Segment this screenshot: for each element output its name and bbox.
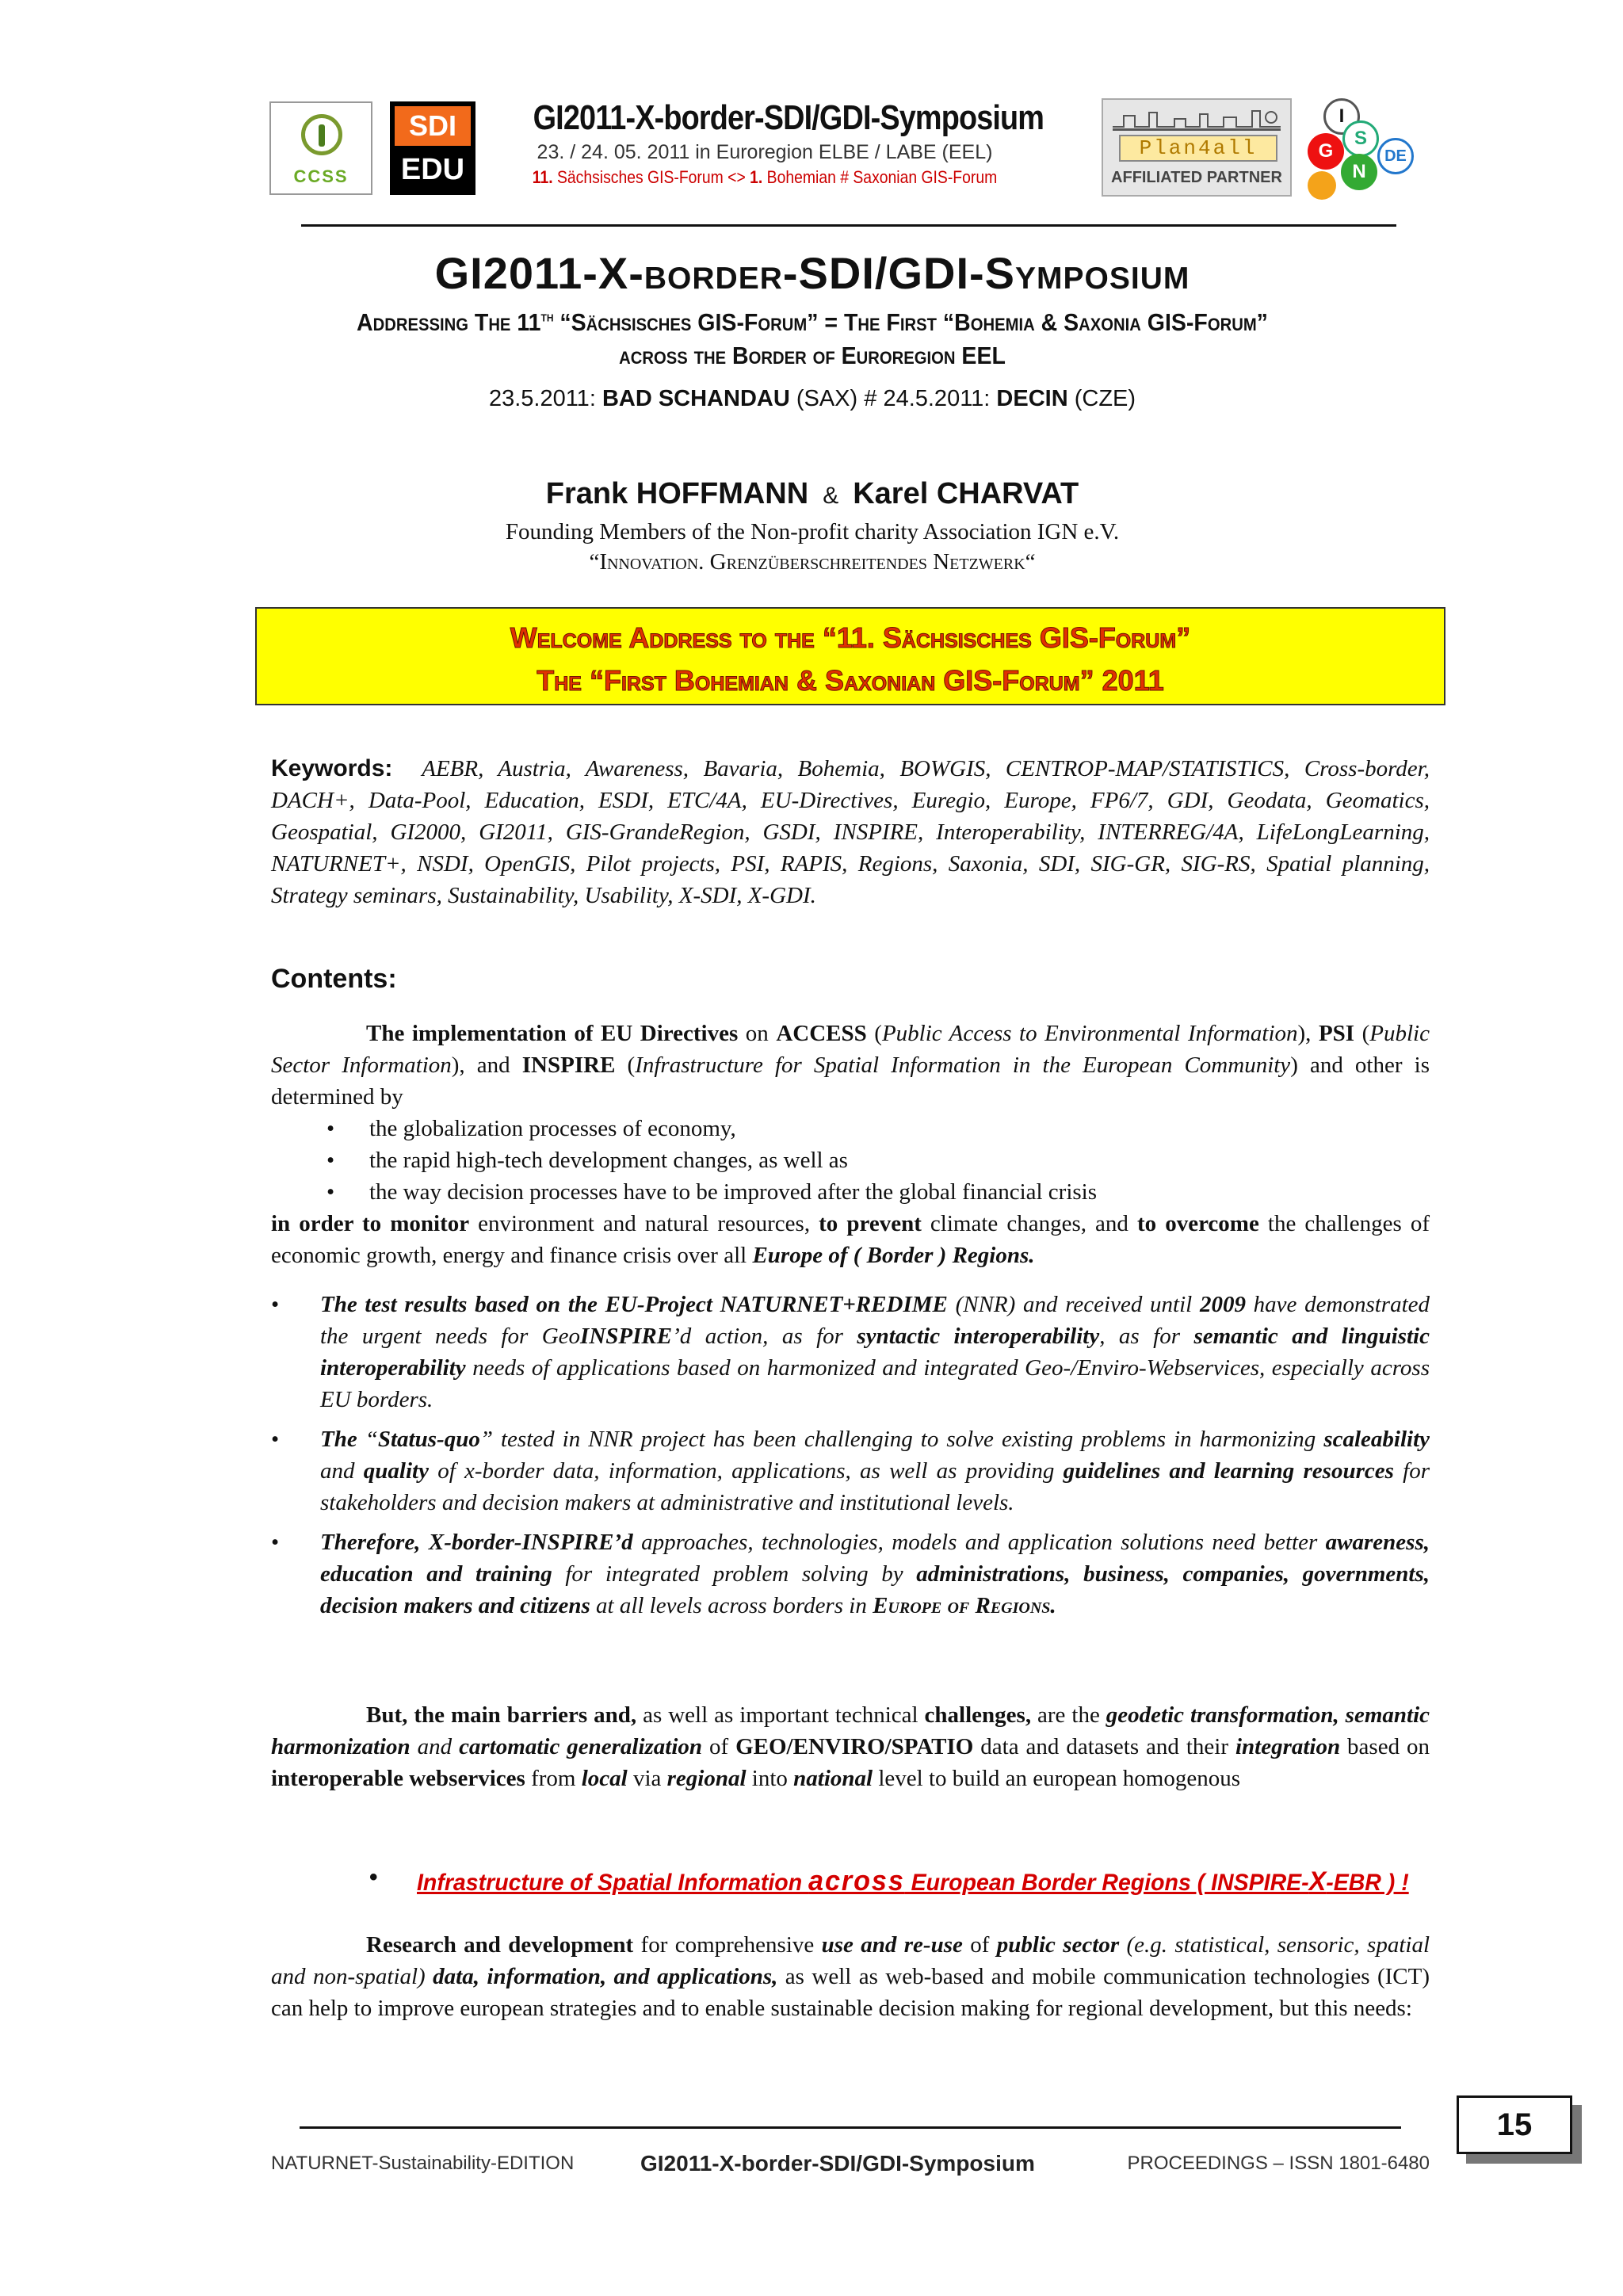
list-item <box>271 1526 1430 1622</box>
p3-f: and <box>410 1734 460 1759</box>
bb-e: scaleability <box>1323 1427 1430 1452</box>
p1-f: ), <box>1297 1021 1319 1046</box>
forum-mid: Sächsisches GIS-Forum <> <box>552 167 750 187</box>
ba-j: needs of applications based on harmonized and integrated Geo-/Enviro-Webservices, especially across EU borders. <box>320 1355 1430 1412</box>
p3-l: based on <box>1340 1734 1430 1759</box>
skyline-svg <box>1113 109 1281 128</box>
list-item: • the rapid high-tech development changes, as well as <box>271 1144 1430 1176</box>
rb-a: Infrastructure of Spatial Information <box>417 1870 809 1896</box>
p1-b: on <box>738 1021 777 1046</box>
bc-d: for integrated problem solving by <box>552 1561 917 1587</box>
ba-d: have demonstrated the urgent needs for Geo <box>320 1292 1430 1349</box>
title-block <box>238 247 1387 412</box>
forum-num-2: 1. <box>750 167 763 187</box>
p1-k: INSPIRE <box>521 1052 616 1078</box>
p2-b: environment and natural resources, <box>469 1211 819 1236</box>
p3-n: from <box>525 1766 582 1791</box>
p2-d: climate changes, and <box>921 1211 1137 1236</box>
symposium-header <box>269 95 1426 206</box>
page-number: 15 <box>1457 2095 1572 2154</box>
p1-h: ( <box>1354 1021 1370 1046</box>
p1-m: Infrastructure for Spatial Information in the European Community <box>635 1052 1291 1078</box>
ign-orange-dot <box>1308 171 1336 200</box>
bb-h: of x-border data, information, applications, as well as providing <box>428 1458 1064 1484</box>
p3-k: integration <box>1235 1734 1341 1759</box>
header-forum-line <box>528 167 1002 188</box>
bc-c: awareness, education and training <box>320 1530 1430 1587</box>
ign-logo <box>1308 98 1426 201</box>
p2-f: the challenges of economic growth, energy and finance crisis over all <box>271 1211 1430 1268</box>
p3-d: are the <box>1031 1702 1106 1728</box>
p3-h: of <box>702 1734 736 1759</box>
welcome-banner <box>255 607 1445 705</box>
p4-e: public sector <box>996 1932 1120 1958</box>
sdi-edu-logo <box>390 101 475 195</box>
bullet-list-findings <box>271 1289 1430 1629</box>
ba-f: ’d action, as for <box>672 1324 857 1349</box>
paragraph-monitor <box>271 1208 1430 1271</box>
list-item <box>271 1289 1430 1415</box>
p3-q: regional <box>666 1766 747 1791</box>
header-center <box>495 98 1044 188</box>
p3-b: as well as important technical <box>636 1702 925 1728</box>
bb-d: ” tested in NNR project has been challenging to solve existing problems in harmonizing <box>479 1427 1324 1452</box>
footer-left: NATURNET-Sustainability-EDITION <box>271 2153 575 2174</box>
ign-letter-de: DE <box>1377 138 1414 174</box>
p2-a: in order to monitor <box>271 1211 470 1236</box>
p3-t: level to build an european homogenous <box>873 1766 1240 1791</box>
tree-icon <box>301 114 342 155</box>
dates-line <box>238 386 1387 412</box>
p3-p: via <box>627 1766 667 1791</box>
p4-d: of <box>962 1932 997 1958</box>
p3-g: cartomatic generalization <box>459 1734 703 1759</box>
country-2: (CZE) <box>1067 386 1136 411</box>
p3-c: challenges, <box>924 1702 1032 1728</box>
list-item <box>271 1423 1430 1519</box>
affiliated-partner-label: AFFILIATED PARTNER <box>1111 169 1282 186</box>
addressing-sup: th <box>540 308 554 325</box>
addressing-a: Addressing The 11 <box>357 308 541 336</box>
author-1: Frank HOFFMANN <box>545 477 809 510</box>
sdi-logo-text: SDI <box>395 106 471 146</box>
paragraph-barriers <box>271 1699 1430 1794</box>
rb-b: European Border Regions ( INSPIRE- <box>904 1870 1309 1896</box>
ign-letter-n: N <box>1341 154 1377 190</box>
ba-e: INSPIRE <box>580 1324 673 1349</box>
affiliation-line-2: “Innovation. Grenzüberschreitendes Netzwerk“ <box>589 549 1036 575</box>
bb-i: guidelines and learning resources <box>1063 1458 1394 1484</box>
p3-a: But, the main barriers and, <box>366 1702 637 1728</box>
p2-e: to overcome <box>1136 1211 1259 1236</box>
addressing-line <box>284 308 1341 337</box>
bullet-dot: • <box>369 1864 378 1890</box>
date-1: 23.5.2011: <box>488 386 602 411</box>
p4-c: use and re-use <box>821 1932 963 1958</box>
list-item: • the way decision processes have to be improved after the global financial crisis <box>271 1176 1430 1208</box>
p4-g: data, information, and applications, <box>433 1964 778 1989</box>
bc-g: Europe of Regions. <box>873 1593 1056 1618</box>
p3-m: interoperable webservices <box>271 1766 525 1791</box>
p4-b: for comprehensive <box>633 1932 822 1958</box>
ign-letter-s: S <box>1342 120 1379 157</box>
addressing-b: “Sächsisches GIS-Forum” = The First “Bohemia & Saxonia GIS-Forum” <box>553 308 1268 336</box>
rb-c: -EBR ) ! <box>1326 1870 1409 1896</box>
bc-a: Therefore, X-border-INSPIRE’d <box>320 1530 633 1555</box>
authors-line <box>238 477 1387 511</box>
addressing-line-2: across the Border of Euroregion EEL <box>619 342 1006 369</box>
rb-x: X <box>1308 1866 1327 1897</box>
forum-num-1: 11. <box>532 167 553 187</box>
country-1: (SAX) # <box>789 386 884 411</box>
ba-i: semantic and linguistic interoperability <box>320 1324 1430 1381</box>
bb-f: and <box>320 1458 364 1484</box>
bb-b: “ <box>357 1427 378 1452</box>
bc-f: at all levels across borders in <box>590 1593 873 1618</box>
p2-g: Europe of ( Border ) Regions. <box>752 1243 1035 1268</box>
bb-j: for stakeholders and decision makers at administrative and institutional levels. <box>320 1458 1430 1515</box>
place-1: BAD SCHANDAU <box>601 386 790 411</box>
p3-j: data and datasets and their <box>973 1734 1235 1759</box>
footer-center: GI2011-X-border-SDI/GDI-Symposium <box>640 2151 1035 2176</box>
main-title: GI2011-X-border-SDI/GDI-Symposium <box>434 248 1190 298</box>
p3-e: geodetic transformation, semantic harmonization <box>271 1702 1430 1759</box>
keywords-text: AEBR, Austria, Awareness, Bavaria, Bohemia, BOWGIS, CENTROP-MAP/STATISTICS, Cross-border, DACH+, Data-Pool, Education, ESDI, ETC/4A, EU-Directives, Euregio, Europe, FP6/7, GDI, Geodata, Geomatics, Geospatial, GI2000, GI2011, GIS-GrandeRegion, GSDI, INSPIRE, Interoperability, INTERREG/4A, LifeLongLearning, NATURNET+, NSDI, OpenGIS, Pilot projects, PSI, RAPIS, Regions, Saxonia, SDI, SIG-GR, SIG-RS, Spatial planning, Strategy seminars, Sustainability, Usability, X-SDI, X-GDI. <box>271 756 1430 908</box>
inspire-x-ebr-text <box>417 1864 1409 1897</box>
paragraph-implementation <box>271 1018 1430 1113</box>
header-divider <box>301 224 1396 227</box>
p4-f: (e.g. statistical, sensoric, spatial and non-spatial) <box>271 1932 1430 1989</box>
plan4all-logo-text: Plan4all <box>1119 135 1277 162</box>
bullet-list-processes <box>271 1113 1430 1208</box>
p1-d: ( <box>866 1021 882 1046</box>
keywords-paragraph <box>271 753 1430 911</box>
ign-letter-i: I <box>1323 98 1360 135</box>
footer-divider <box>300 2126 1401 2129</box>
p4-a: Research and development <box>366 1932 634 1958</box>
ign-letter-g: G <box>1308 133 1344 170</box>
ba-b: (NNR) and received until <box>947 1292 1200 1317</box>
contents-heading: Contents: <box>271 964 397 994</box>
author-2: Karel CHARVAT <box>853 477 1079 510</box>
bc-b: approaches, technologies, models and application solutions need better <box>632 1530 1326 1555</box>
affiliation <box>238 517 1387 577</box>
bb-c: Status-quo <box>377 1427 480 1452</box>
place-2: DECIN <box>996 386 1068 411</box>
ba-a: The test results based on the EU-Project NATURNET+REDIME <box>320 1292 948 1317</box>
welcome-line-1: Welcome Address to the “11. Sächsisches GIS-Forum” <box>510 621 1191 654</box>
bb-g: quality <box>363 1458 429 1484</box>
p1-l: ( <box>615 1052 636 1078</box>
keywords-label: Keywords: <box>271 755 393 781</box>
bc-e: administrations, business, companies, governments, decision makers and citizens <box>320 1561 1430 1618</box>
p1-i: Public Sector Information <box>271 1021 1430 1078</box>
footer-right: PROCEEDINGS – ISSN 1801-6480 <box>1127 2153 1430 2174</box>
header-subtitle: 23. / 24. 05. 2011 in Euroregion ELBE / LABE (EEL) <box>537 141 993 163</box>
ba-c: 2009 <box>1199 1292 1246 1317</box>
rb-across: across <box>808 1864 905 1897</box>
bb-a: The <box>320 1427 357 1452</box>
list-item: • the globalization processes of economy, <box>271 1113 1430 1144</box>
ba-h: , as for <box>1099 1324 1194 1349</box>
p3-s: national <box>793 1766 873 1791</box>
edu-logo-text: EDU <box>400 153 465 186</box>
p1-j: ), and <box>451 1052 522 1078</box>
forum-end: Bohemian # Saxonian GIS-Forum <box>762 167 998 187</box>
p3-i: GEO/ENVIRO/SPATIO <box>735 1734 974 1759</box>
ccss-logo <box>269 101 372 195</box>
header-title: GI2011-X-border-SDI/GDI-Symposium <box>533 98 1044 137</box>
date-2: 24.5.2011: <box>883 386 997 411</box>
p1-e: Public Access to Environmental Information <box>881 1021 1298 1046</box>
p1-n: ) and other is determined by <box>271 1052 1430 1110</box>
skyline-icon <box>1113 109 1281 131</box>
author-ampersand: & <box>823 483 839 509</box>
p1-g: PSI <box>1318 1021 1355 1046</box>
p3-r: into <box>746 1766 794 1791</box>
p1-a: The implementation of EU Directives <box>366 1021 739 1046</box>
ccss-logo-text: CCSS <box>293 166 349 186</box>
p2-c: to prevent <box>819 1211 922 1236</box>
plan4all-logo <box>1102 98 1292 197</box>
affiliation-line-1: Founding Members of the Non-profit charity Association IGN e.V. <box>505 519 1120 544</box>
welcome-line-2: The “First Bohemian & Saxonian GIS-Forum” 2011 <box>537 664 1164 697</box>
p3-o: local <box>581 1766 628 1791</box>
p4-h: as well as web-based and mobile communication technologies (ICT) can help to improve european strategies and to enable sustainable decision making for regional development, but this needs: <box>271 1964 1430 2021</box>
p1-c: ACCESS <box>776 1021 867 1046</box>
paragraph-research <box>271 1929 1430 2024</box>
ba-g: syntactic interoperability <box>857 1324 1100 1349</box>
